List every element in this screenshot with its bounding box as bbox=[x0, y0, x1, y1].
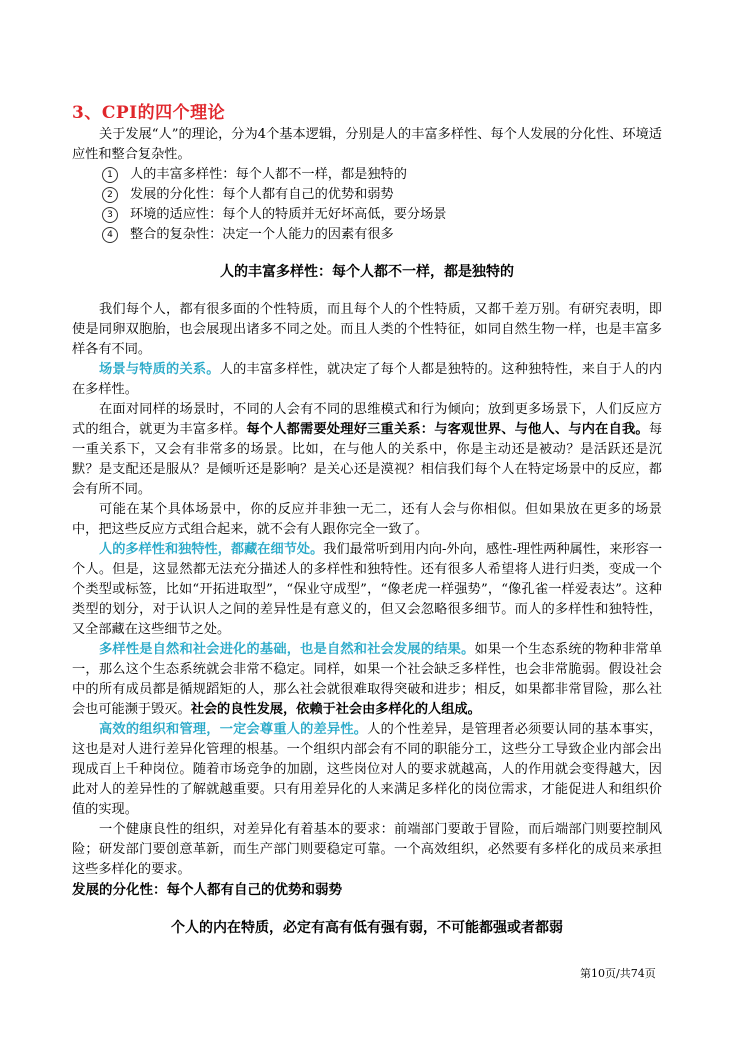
list-item-text: 整合的复杂性：决定一个人能力的因素有很多 bbox=[130, 227, 394, 242]
highlight-phrase: 人的多样性和独特性，都藏在细节处。 bbox=[99, 542, 324, 557]
paragraph bbox=[72, 360, 662, 400]
highlight-phrase: 高效的组织和管理，一定会尊重人的差异性。 bbox=[99, 722, 368, 737]
paragraph-text: 人的丰富多样性，就决定了每个人都是独特的。这种独特性，来自于人的内在多样性。 bbox=[72, 362, 663, 397]
paragraph-text: 每一重关系下，又会有非常多的场景。比如，在与他人的关系中，你是主动还是被动？是活跃还是沉默？是支配还是服从？是倾听还是影响？是关心还是漠视？相信我们每个人在特定场景中的反应，都会有所不同。 bbox=[72, 422, 663, 497]
paragraph: 我们每个人，都有很多面的个性特质，而且每个人的个性特质，又都千差万别。有研究表明，即使是同卵双胞胎，也会展现出诸多不同之处。而且人类的个性特征，如同自然生物一样，也是丰富多样各有不同。 bbox=[72, 302, 662, 357]
bold-phrase: 社会的良性发展，依赖于社会由多样化的人组成。 bbox=[190, 702, 481, 717]
list-item bbox=[72, 185, 662, 205]
highlight-phrase: 多样性是自然和社会进化的基础，也是自然和社会发展的结果。 bbox=[99, 642, 475, 657]
paragraph bbox=[72, 720, 662, 820]
paragraph bbox=[72, 640, 662, 720]
paragraph bbox=[72, 540, 662, 640]
section-subheading: 发展的分化性：每个人都有自己的优势和弱势 bbox=[72, 882, 342, 898]
list-item-text: 发展的分化性：每个人都有自己的优势和弱势 bbox=[130, 187, 394, 202]
paragraph-text: 人的个性差异，是管理者必须要认同的基本事实，这也是对人进行差异化管理的根基。一个组织内部会有不同的职能分工，这些分工导致企业内部会出现成百上千种岗位。随着市场竞争的加剧，这些岗位对人的要求就越高，人的作用就会变得越大，因此对人的差异性的了解就越重要。只有用差异化的人来满足多样化的岗位需求，才能促进人和组织价值的实现。 bbox=[72, 722, 663, 817]
circled-number: 3 bbox=[102, 207, 118, 223]
page-footer: 第10页/共74页 bbox=[580, 967, 656, 980]
list-item bbox=[72, 225, 662, 245]
highlight-phrase: 场景与特质的关系。 bbox=[99, 362, 220, 377]
paragraph-text: 如果一个生态系统的物种非常单一，那么这个生态系统就会非常不稳定。同样，如果一个社会缺乏多样性，也会非常脆弱。假设社会中的所有成员都是循规蹈矩的人，那么社会就很难取得突破和进步；相反，如果都非常冒险，那么社会也可能濒于毁灭。 bbox=[72, 642, 663, 717]
subsection-title: 个人的内在特质，必定有高有低有强有弱，不可能都强或者都弱 bbox=[171, 920, 563, 936]
list-item-text: 人的丰富多样性：每个人都不一样，都是独特的 bbox=[130, 167, 407, 182]
section-heading: 3、CPI的四个理论 bbox=[72, 103, 226, 123]
list-item bbox=[72, 205, 662, 225]
circled-number: 2 bbox=[102, 187, 118, 203]
theory-list bbox=[72, 165, 662, 245]
document-body bbox=[72, 125, 662, 938]
circled-number: 1 bbox=[102, 167, 118, 183]
paragraph: 一个健康良性的组织，对差异化有着基本的要求：前端部门要敢于冒险，而后端部门则要控制风险；研发部门要创意革新，而生产部门则要稳定可靠。一个高效组织，必然要有多样化的成员来承担这些多样化的要求。 bbox=[72, 822, 662, 877]
list-item-text: 环境的适应性：每个人的特质并无好坏高低，要分场景 bbox=[130, 207, 447, 222]
circled-number: 4 bbox=[102, 227, 118, 243]
subsection-title: 人的丰富多样性：每个人都不一样，都是独特的 bbox=[220, 264, 514, 280]
bold-phrase: 每个人都需要处理好三重关系：与客观世界、与他人、与内在自我。 bbox=[246, 422, 649, 437]
intro-paragraph: 关于发展“人”的理论，分为4个基本逻辑，分别是人的丰富多样性、每个人发展的分化性、环境适应性和整合复杂性。 bbox=[72, 127, 662, 162]
list-item bbox=[72, 165, 662, 185]
paragraph-text: 我们最常听到用内向-外向，感性-理性两种属性，来形容一个人。但是，这显然都无法充分描述人的多样性和独特性。还有很多人希望将人进行归类，变成一个个类型或标签，比如“开拓进取型”，“保业守成型”，“像老虎一样强势”，“像孔雀一样爱表达”。这种类型的划分，对于认识人之间的差异性是有意义的，但又会忽略很多细节。而人的多样性和独特性，又全部藏在这些细节之处。 bbox=[72, 542, 663, 637]
paragraph: 可能在某个具体场景中，你的反应并非独一无二，还有人会与你相似。但如果放在更多的场景中，把这些反应方式组合起来，就不会有人跟你完全一致了。 bbox=[72, 502, 662, 537]
paragraph bbox=[72, 400, 662, 500]
paragraph-text: 在面对同样的场景时，不同的人会有不同的思维模式和行为倾向；放到更多场景下，人们反应方式的组合，就更为丰富多样。 bbox=[72, 402, 662, 437]
